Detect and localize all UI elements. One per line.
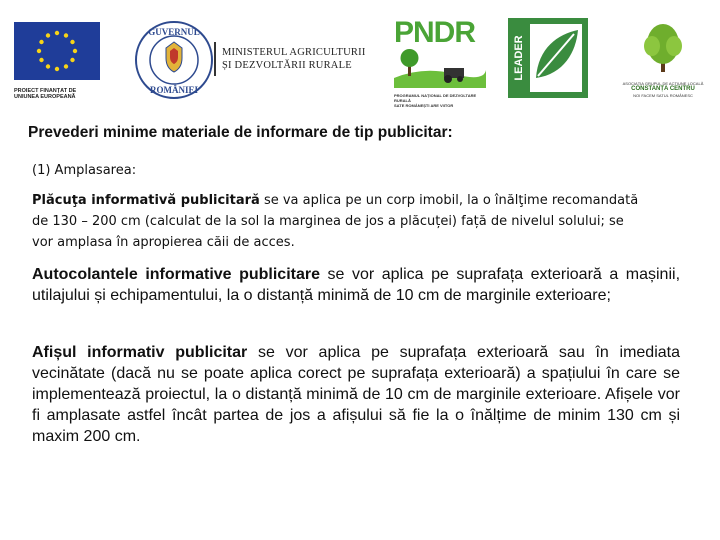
- placuta-term: Plăcuţa informativă publicitară: [32, 193, 260, 208]
- pndr-landscape-icon: [394, 48, 486, 88]
- section1-heading: (1) Amplasarea:: [32, 163, 137, 178]
- section1-line1: [32, 190, 692, 211]
- section1-line3: vor amplasa în apropierea căii de acces.: [32, 235, 295, 250]
- government-seal: [134, 20, 214, 100]
- eu-caption-line1: PROIECT FINANȚAT DE: [14, 88, 77, 94]
- afis-term: Afișul informativ publicitar: [32, 344, 248, 361]
- section2-paragraph: [32, 264, 680, 306]
- ministry-logo: [222, 46, 382, 72]
- romania-seal-icon: [134, 20, 214, 100]
- ministry-line2: ȘI DEZVOLTĂRII RURALE: [222, 60, 352, 71]
- ministry-line1: MINISTERUL AGRICULTURII: [222, 47, 366, 58]
- gal-logo: [618, 20, 708, 104]
- pndr-logo: [394, 16, 490, 108]
- section2-rest: se vor aplica pe suprafața exterioară a mașinii, utilajului și echipamentului, la o distanță minimă de 10 cm de marginile exterioare;: [32, 266, 681, 304]
- gal-caption-line2: CONSTANȚA CENTRU: [631, 86, 695, 92]
- leader-leaf-icon: [508, 18, 588, 98]
- ministry-divider: [214, 42, 216, 76]
- section1-line2: de 130 – 200 cm (calculat de la sol la marginea de jos a plăcuței) față de nivelul solului; se: [32, 214, 624, 229]
- eu-caption-line2: UNIUNEA EUROPEANĂ: [14, 94, 76, 100]
- seal-ring-top: GUVERNUL: [148, 27, 200, 37]
- leader-wordmark: LEADER: [513, 35, 525, 81]
- gal-caption-line1: ASOCIAȚIA GRUPUL DE ACȚIUNE LOCALĂ: [622, 81, 704, 86]
- gal-caption-line3: NOI FACEM SATUL ROMÂNESC: [633, 93, 693, 98]
- page-title: Prevederi minime materiale de informare de tip publicitar:: [28, 124, 453, 141]
- autocolante-term: Autocolantele informative publicitare: [32, 266, 321, 283]
- pndr-caption-line1: PROGRAMUL NAȚIONAL DE DEZVOLTARE RURALĂ: [394, 93, 477, 103]
- gal-tree-icon: [618, 20, 708, 76]
- section1-body: [32, 190, 692, 253]
- logo-header: [0, 0, 720, 110]
- pndr-caption-line2: SATE ROMÂNEȘTI ARE VIITOR: [394, 103, 454, 108]
- eu-logo: [14, 22, 102, 100]
- leader-logo: [508, 18, 588, 98]
- section1-line1-rest: se va aplica pe un corp imobil, la o înălţime recomandată: [259, 193, 639, 208]
- eu-flag-icon: [14, 22, 100, 80]
- section3-rest: se vor aplica pe suprafața exterioară sau în imediata vecinătate (dacă nu se poate aplica corect pe suprafața exterioară) a spațiului în care se implementează proiectul, la o distanță minimă de 10 cm de marginile exterioare. Afișele vor fi amplasate astfel încât partea de jos a afișului să fie la o înălțime de minim 130 cm și maxim 200 cm.: [32, 344, 680, 445]
- seal-ring-bottom: ROMÂNIEI: [149, 85, 199, 95]
- section3-paragraph: [32, 342, 680, 447]
- pndr-wordmark: PNDR: [394, 16, 476, 49]
